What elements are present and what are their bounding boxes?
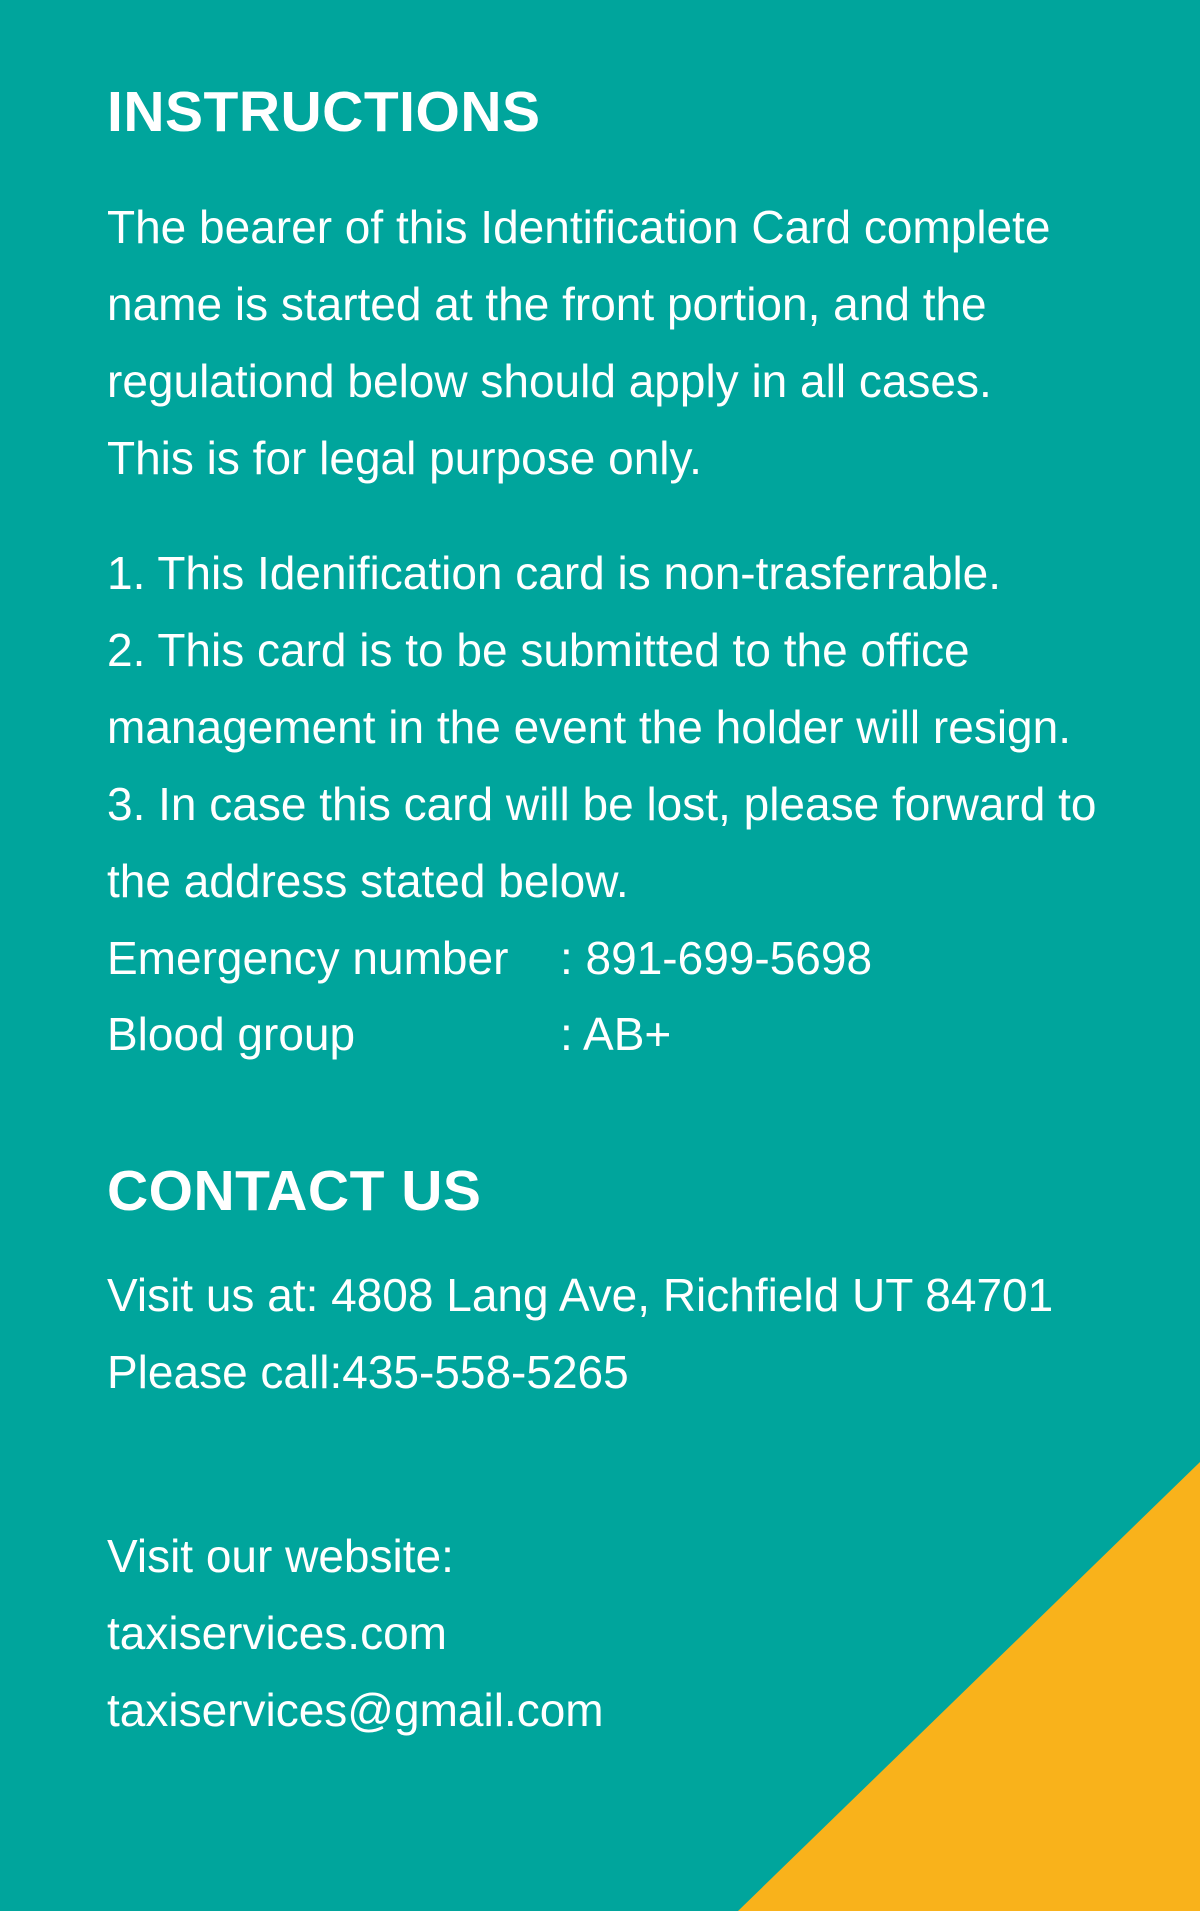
rule-line: 1. This Idenification card is non-trasferrable. bbox=[107, 547, 1002, 599]
emergency-number-value: : 891-699-5698 bbox=[560, 932, 873, 984]
phone-line: Please call:435-558-5265 bbox=[107, 1346, 629, 1398]
emergency-number-label: Emergency number bbox=[107, 932, 509, 984]
rule-line: the address stated below. bbox=[107, 855, 629, 907]
card-content bbox=[107, 78, 1177, 1749]
rules-list bbox=[107, 535, 1177, 920]
intro-line: This is for legal purpose only. bbox=[107, 432, 702, 484]
intro-line: regulationd below should apply in all cases. bbox=[107, 355, 992, 407]
intro-line: name is started at the front portion, and the bbox=[107, 278, 987, 330]
website-label: Visit our website: bbox=[107, 1530, 454, 1582]
blood-group-row bbox=[107, 996, 1177, 1072]
intro-line: The bearer of this Identification Card complete bbox=[107, 201, 1051, 253]
holder-info bbox=[107, 920, 1177, 1072]
contact-details bbox=[107, 1257, 1177, 1411]
emergency-number-row bbox=[107, 920, 1177, 996]
blood-group-label: Blood group bbox=[107, 1008, 356, 1060]
contact-title: CONTACT US bbox=[107, 1159, 482, 1223]
rule-line: 3. In case this card will be lost, please forward to bbox=[107, 778, 1097, 830]
blood-group-value: : AB+ bbox=[560, 1008, 672, 1060]
address-line: Visit us at: 4808 Lang Ave, Richfield UT 84701 bbox=[107, 1269, 1054, 1321]
email-link[interactable]: taxiservices@gmail.com bbox=[107, 1684, 604, 1736]
rule-line: 2. This card is to be submitted to the office bbox=[107, 624, 970, 676]
rule-line: management in the event the holder will resign. bbox=[107, 701, 1072, 753]
instructions-intro bbox=[107, 189, 1177, 497]
website-block bbox=[107, 1518, 1177, 1749]
website-link[interactable]: taxiservices.com bbox=[107, 1607, 447, 1659]
instructions-title: INSTRUCTIONS bbox=[107, 80, 541, 144]
